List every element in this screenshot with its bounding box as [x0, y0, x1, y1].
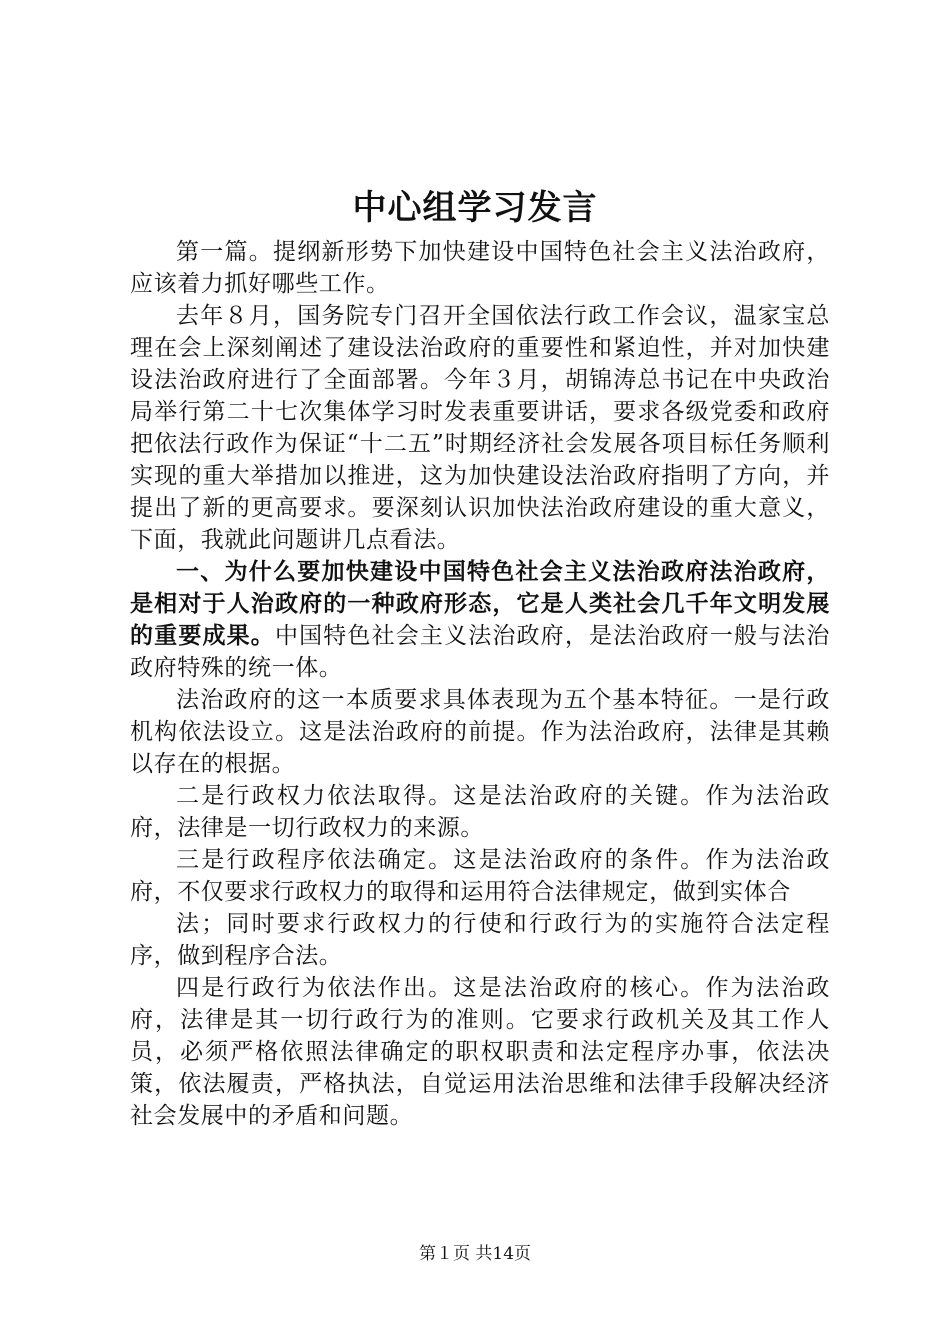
paragraph-feature-4: 四是行政行为依法作出。这是法治政府的核心。作为法治政府，法律是其一切行政行为的准则。它要求行政机关及其工作人员，必须严格依照法律确定的职权职责和法定程序办事，依法决策，依法履责，严格执法，自觉运用法治思维和法律手段解决经济社会发展中的矛盾和问题。 [130, 975, 830, 1129]
document-title: 中心组学习发言 [352, 188, 598, 228]
section-1-paragraph [130, 556, 830, 684]
paragraph-feature-3-cont: 法；同时要求行政权力的行使和行政行为的实施符合法定程序，做到程序合法。 [130, 911, 830, 969]
section-1-heading: 一、为什么要加快建设中国特色社会主义法治政府法治政府，是相对于人治政府的一种政府形态，它是人类社会几千年文明发展的重要成果。 [130, 559, 830, 649]
paragraph-feature-3: 三是行政程序依法确定。这是法治政府的条件。作为法治政府，不仅要求行政权力的取得和运用符合法律规定，做到实体合 [130, 847, 830, 905]
document-body [130, 236, 830, 1132]
section-1-text: 中国特色社会主义法治政府，是法治政府一般与法治政府特殊的统一体。 [130, 623, 830, 681]
paragraph-feature-2: 二是行政权力依法取得。这是法治政府的关键。作为法治政府，法律是一切行政权力的来源。 [130, 783, 830, 841]
page-number: 第１页 共14页 [418, 1244, 532, 1264]
paragraph-intro: 第一篇。提纲新形势下加快建设中国特色社会主义法治政府，应该着力抓好哪些工作。 [130, 239, 830, 297]
paragraph-features: 法治政府的这一本质要求具体表现为五个基本特征。一是行政机构依法设立。这是法治政府的前提。作为法治政府，法律是其赖以存在的根据。 [130, 687, 830, 777]
paragraph-background: 去年８月，国务院专门召开全国依法行政工作会议，温家宝总理在会上深刻阐述了建设法治政府的重要性和紧迫性，并对加快建设法治政府进行了全面部署。今年３月，胡锦涛总书记在中央政治局举行第二十七次集体学习时发表重要讲话，要求各级党委和政府把依法行政作为保证“十二五”时期经济社会发展各项目标任务顺利实现的重大举措加以推进，这为加快建设法治政府指明了方向，并提出了新的更高要求。要深刻认识加快法治政府建设的重大意义，下面，我就此问题讲几点看法。 [130, 303, 830, 553]
